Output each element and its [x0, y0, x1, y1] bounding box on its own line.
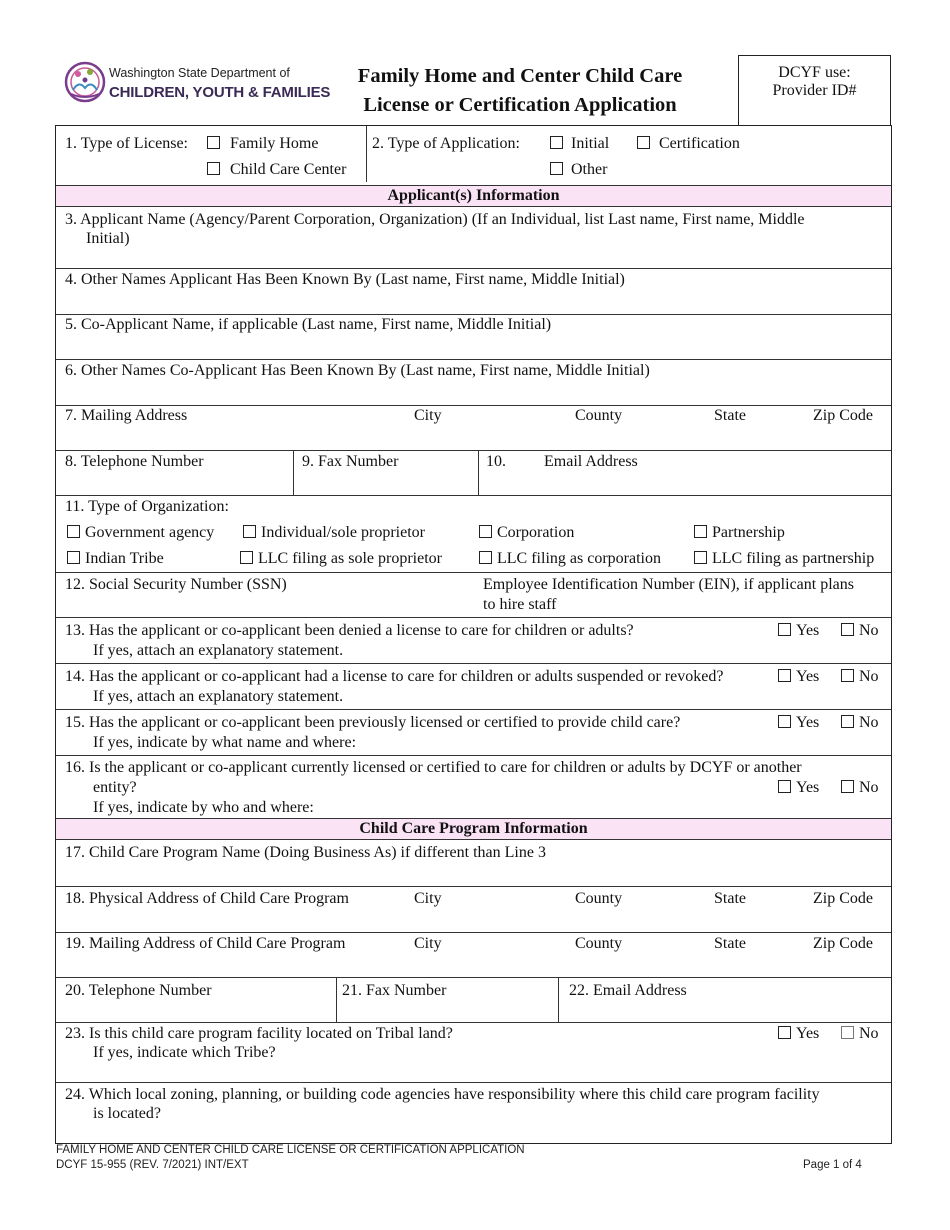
q18-city-label: City — [414, 890, 442, 907]
q7-label: 7. Mailing Address — [65, 407, 188, 424]
q14-label-line1: 14. Has the applicant or co-applicant had a license to care for children or adults suspended or revoked? — [65, 668, 724, 685]
llc-partnership-label: LLC filing as partnership — [712, 550, 875, 567]
q16-label-line2: entity? — [93, 779, 137, 796]
initial-checkbox[interactable] — [550, 136, 563, 149]
q22-label: 22. Email Address — [569, 982, 687, 999]
q13-label-line1: 13. Has the applicant or co-applicant been denied a license to care for children or adults? — [65, 622, 634, 639]
q7-county-label: County — [575, 407, 623, 424]
program-section-header: Child Care Program Information — [56, 819, 891, 839]
q12-ein-line2: to hire staff — [483, 596, 557, 613]
q15-no-label: No — [859, 714, 879, 731]
individual-label: Individual/sole proprietor — [261, 524, 425, 541]
q16-yes-checkbox[interactable] — [778, 780, 791, 793]
llc-partnership-checkbox[interactable] — [694, 551, 707, 564]
partnership-checkbox[interactable] — [694, 525, 707, 538]
q19-label: 19. Mailing Address of Child Care Program — [65, 935, 346, 952]
q24-label-line2: is located? — [93, 1105, 161, 1122]
q13-label-line2: If yes, attach an explanatory statement. — [93, 642, 344, 659]
llc-corporation-label: LLC filing as corporation — [497, 550, 661, 567]
corporation-label: Corporation — [497, 524, 575, 541]
footer-page-number: Page 1 of 4 — [803, 1159, 862, 1171]
q15-yes-label: Yes — [796, 714, 820, 731]
q19-zip-label: Zip Code — [813, 935, 873, 952]
certification-checkbox[interactable] — [637, 136, 650, 149]
q10-number: 10. — [486, 453, 506, 470]
footer-form-title: FAMILY HOME AND CENTER CHILD CARE LICENSE OR CERTIFICATION APPLICATION — [56, 1144, 525, 1156]
provider-id-label: Provider ID# — [772, 82, 857, 99]
q1-label: 1. Type of License: — [65, 135, 188, 152]
child-care-center-checkbox[interactable] — [207, 162, 220, 175]
initial-label: Initial — [571, 135, 610, 152]
logo-text-line2: CHILDREN, YOUTH & FAMILIES — [109, 84, 331, 101]
application-form — [55, 125, 892, 1144]
q18-zip-label: Zip Code — [813, 890, 873, 907]
llc-sole-checkbox[interactable] — [240, 551, 253, 564]
form-title — [320, 62, 720, 120]
q17-label: 17. Child Care Program Name (Doing Business As) if different than Line 3 — [65, 844, 546, 861]
q18-county-label: County — [575, 890, 623, 907]
individual-checkbox[interactable] — [243, 525, 256, 538]
dcyf-logo-icon — [63, 60, 107, 104]
q14-yes-checkbox[interactable] — [778, 669, 791, 682]
q10-label: Email Address — [544, 453, 638, 470]
llc-corporation-checkbox[interactable] — [479, 551, 492, 564]
q15-label-line1: 15. Has the applicant or co-applicant been previously licensed or certified to provide child care? — [65, 714, 681, 731]
q7-city-label: City — [414, 407, 442, 424]
indian-tribe-checkbox[interactable] — [67, 551, 80, 564]
q16-no-checkbox[interactable] — [841, 780, 854, 793]
llc-sole-label: LLC filing as sole proprietor — [258, 550, 442, 567]
q11-label: 11. Type of Organization: — [65, 498, 229, 515]
form-title-line2: License or Certification Application — [363, 94, 677, 116]
q23-label-line2: If yes, indicate which Tribe? — [93, 1044, 276, 1061]
other-label: Other — [571, 161, 608, 178]
q3-label-line1: 3. Applicant Name (Agency/Parent Corporation, Organization) (If an Individual, list Last name, First name, Middle — [65, 211, 805, 228]
q15-label-line2: If yes, indicate by what name and where: — [93, 734, 357, 751]
q19-county-label: County — [575, 935, 623, 952]
q14-yes-label: Yes — [796, 668, 820, 685]
q20-label: 20. Telephone Number — [65, 982, 212, 999]
dcyf-use-label: DCYF use: — [778, 64, 851, 81]
q16-label-line3: If yes, indicate by who and where: — [93, 799, 314, 816]
q2-label: 2. Type of Application: — [372, 135, 520, 152]
q3-label-line2: Initial) — [86, 230, 130, 247]
dcyf-logo — [63, 60, 331, 108]
q18-label: 18. Physical Address of Child Care Program — [65, 890, 349, 907]
q23-yes-checkbox[interactable] — [778, 1026, 791, 1039]
q18-state-label: State — [714, 890, 746, 907]
q23-yes-label: Yes — [796, 1025, 820, 1042]
q12-ein-line1: Employee Identification Number (EIN), if applicant plans — [483, 576, 854, 593]
footer-form-number: DCYF 15-955 (REV. 7/2021) INT/EXT — [56, 1159, 249, 1171]
q13-yes-checkbox[interactable] — [778, 623, 791, 636]
q16-no-label: No — [859, 779, 879, 796]
partnership-label: Partnership — [712, 524, 785, 541]
corporation-checkbox[interactable] — [479, 525, 492, 538]
q23-label-line1: 23. Is this child care program facility located on Tribal land? — [65, 1025, 453, 1042]
dcyf-use-box — [738, 55, 891, 125]
q16-yes-label: Yes — [796, 779, 820, 796]
government-agency-label: Government agency — [85, 524, 215, 541]
family-home-label: Family Home — [230, 135, 319, 152]
q13-no-checkbox[interactable] — [841, 623, 854, 636]
q13-yes-label: Yes — [796, 622, 820, 639]
q8-label: 8. Telephone Number — [65, 453, 204, 470]
child-care-center-label: Child Care Center — [230, 161, 347, 178]
q7-zip-label: Zip Code — [813, 407, 873, 424]
form-title-line1: Family Home and Center Child Care — [357, 65, 683, 87]
q19-city-label: City — [414, 935, 442, 952]
q14-no-checkbox[interactable] — [841, 669, 854, 682]
logo-text-line1: Washington State Department of — [109, 66, 290, 80]
q19-state-label: State — [714, 935, 746, 952]
q5-label: 5. Co-Applicant Name, if applicable (Last name, First name, Middle Initial) — [65, 316, 552, 333]
government-agency-checkbox[interactable] — [67, 525, 80, 538]
q23-no-label: No — [859, 1025, 879, 1042]
q4-label: 4. Other Names Applicant Has Been Known By (Last name, First name, Middle Initial) — [65, 271, 625, 288]
q14-no-label: No — [859, 668, 879, 685]
q14-label-line2: If yes, attach an explanatory statement. — [93, 688, 344, 705]
indian-tribe-label: Indian Tribe — [85, 550, 164, 567]
q15-yes-checkbox[interactable] — [778, 715, 791, 728]
family-home-checkbox[interactable] — [207, 136, 220, 149]
q6-label: 6. Other Names Co-Applicant Has Been Known By (Last name, First name, Middle Initial) — [65, 362, 650, 379]
q24-label-line1: 24. Which local zoning, planning, or building code agencies have responsibility where this child care program facility — [65, 1086, 820, 1103]
q13-no-label: No — [859, 622, 879, 639]
other-checkbox[interactable] — [550, 162, 563, 175]
q16-label-line1: 16. Is the applicant or co-applicant currently licensed or certified to care for children or adults by DCYF or another — [65, 759, 802, 776]
q15-no-checkbox[interactable] — [841, 715, 854, 728]
q7-state-label: State — [714, 407, 746, 424]
q9-label: 9. Fax Number — [302, 453, 399, 470]
q23-no-checkbox[interactable] — [841, 1026, 854, 1039]
q12-ssn-label: 12. Social Security Number (SSN) — [65, 576, 287, 593]
q21-label: 21. Fax Number — [342, 982, 447, 999]
applicant-section-header: Applicant(s) Information — [56, 186, 891, 206]
certification-label: Certification — [659, 135, 740, 152]
